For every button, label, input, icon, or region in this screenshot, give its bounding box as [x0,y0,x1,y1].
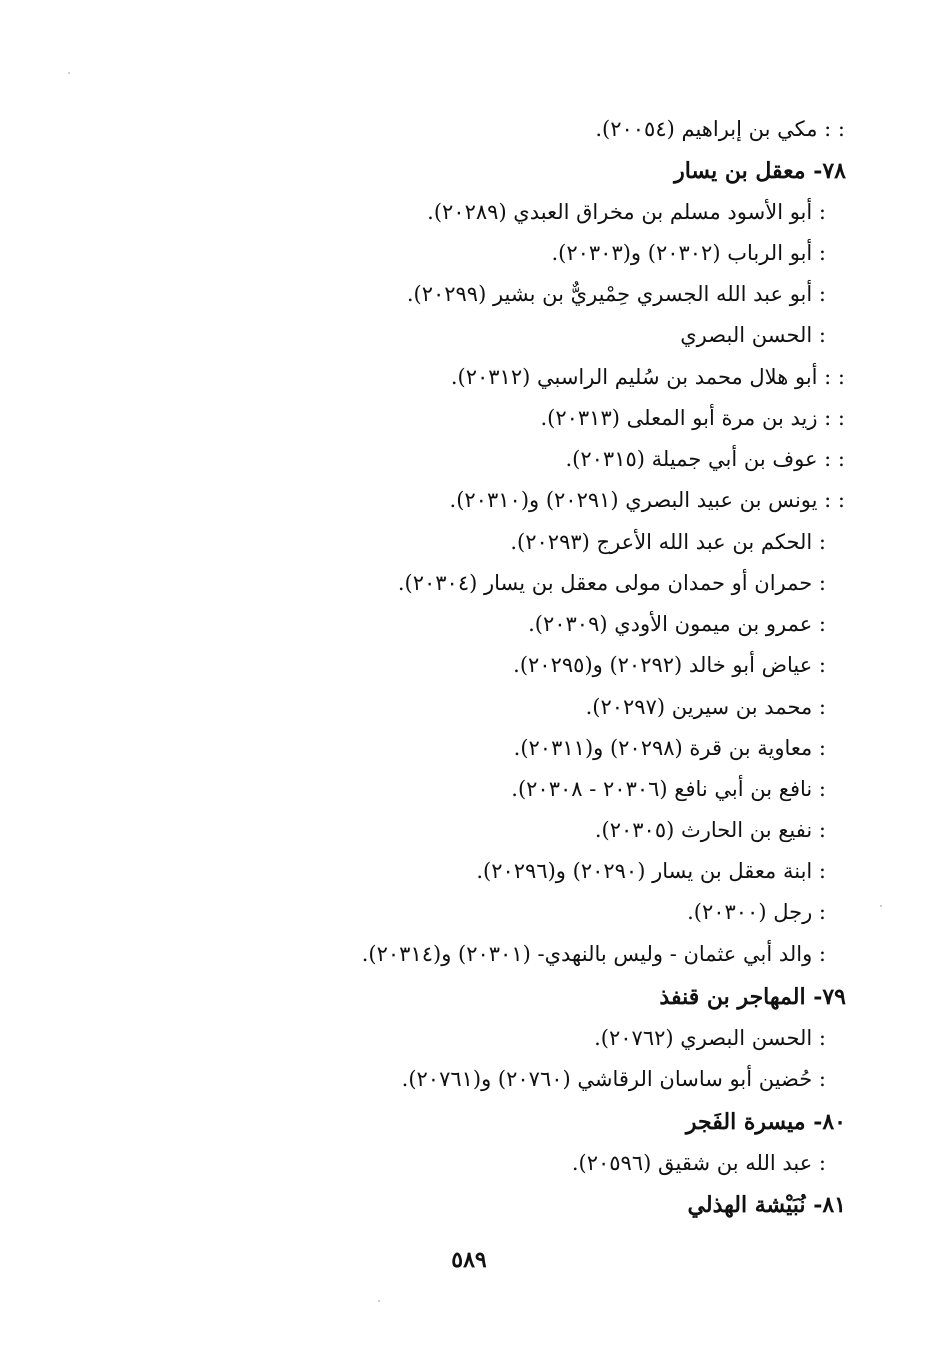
narrator-line-nested: : : مكي بن إبراهيم (٢٠٠٥٤). [595,117,845,141]
narrator-line: : أبو عبد الله الجسري حِمْيريٌّ بن بشير (٢٠٢٩٩). [406,282,826,306]
companion-heading-80: ٨٠- ميسرة الفَجر [685,1109,846,1135]
narrator-line: : ابنة معقل بن يسار (٢٠٢٩٠) و(٢٠٢٩٦). [476,859,826,883]
narrator-line: : الحكم بن عبد الله الأعرج (٢٠٢٩٣). [510,530,826,554]
companion-heading-78: ٧٨- معقل بن يسار [674,158,846,184]
narrator-line-nested: : : زيد بن مرة أبو المعلى (٢٠٣١٣). [540,406,845,430]
narrator-line: : والد أبي عثمان - وليس بالنهدي- (٢٠٣٠١) و(٢٠٣١٤). [361,942,826,966]
narrator-line: : معاوية بن قرة (٢٠٢٩٨) و(٢٠٣١١). [513,736,826,760]
page-number: ٥٨٩ [451,1247,487,1273]
scan-speck [68,72,70,74]
narrator-line-nested: : : أبو هلال محمد بن سُليم الراسبي (٢٠٣١٢). [450,365,845,389]
scan-speck [880,905,882,907]
narrator-line: : نفيع بن الحارث (٢٠٣٠٥). [594,818,826,842]
narrator-line: : حُضين أبو ساسان الرقاشي (٢٠٧٦٠) و(٢٠٧٦١). [401,1067,826,1091]
narrator-line: : عبد الله بن شقيق (٢٠٥٩٦). [571,1151,826,1175]
narrator-line: : عمرو بن ميمون الأودي (٢٠٣٠٩). [528,612,826,636]
narrator-line: : الحسن البصري [680,323,826,347]
narrator-line: : رجل (٢٠٣٠٠). [687,900,826,924]
narrator-line: : نافع بن أبي نافع (٢٠٣٠٦ - ٢٠٣٠٨). [511,777,826,801]
narrator-line-nested: : : يونس بن عبيد البصري (٢٠٢٩١) و(٢٠٣١٠). [449,488,845,512]
narrator-line-nested: : : عوف بن أبي جميلة (٢٠٣١٥). [565,447,845,471]
narrator-line: : أبو الأسود مسلم بن مخراق العبدي (٢٠٢٨٩). [427,200,826,224]
narrator-line: : عياض أبو خالد (٢٠٢٩٢) و(٢٠٢٩٥). [513,653,826,677]
scan-speck [378,1300,380,1302]
narrator-line: : حمران أو حمدان مولى معقل بن يسار (٢٠٣٠٤). [397,571,826,595]
companion-heading-81: ٨١- نُبَيْشة الهذلي [687,1192,846,1218]
narrator-line: : محمد بن سيرين (٢٠٢٩٧). [585,695,826,719]
companion-heading-79: ٧٩- المهاجر بن قنفذ [659,984,846,1010]
narrator-line: : أبو الرباب (٢٠٣٠٢) و(٢٠٣٠٣). [551,241,826,265]
narrator-line: : الحسن البصري (٢٠٧٦٢). [594,1026,826,1050]
